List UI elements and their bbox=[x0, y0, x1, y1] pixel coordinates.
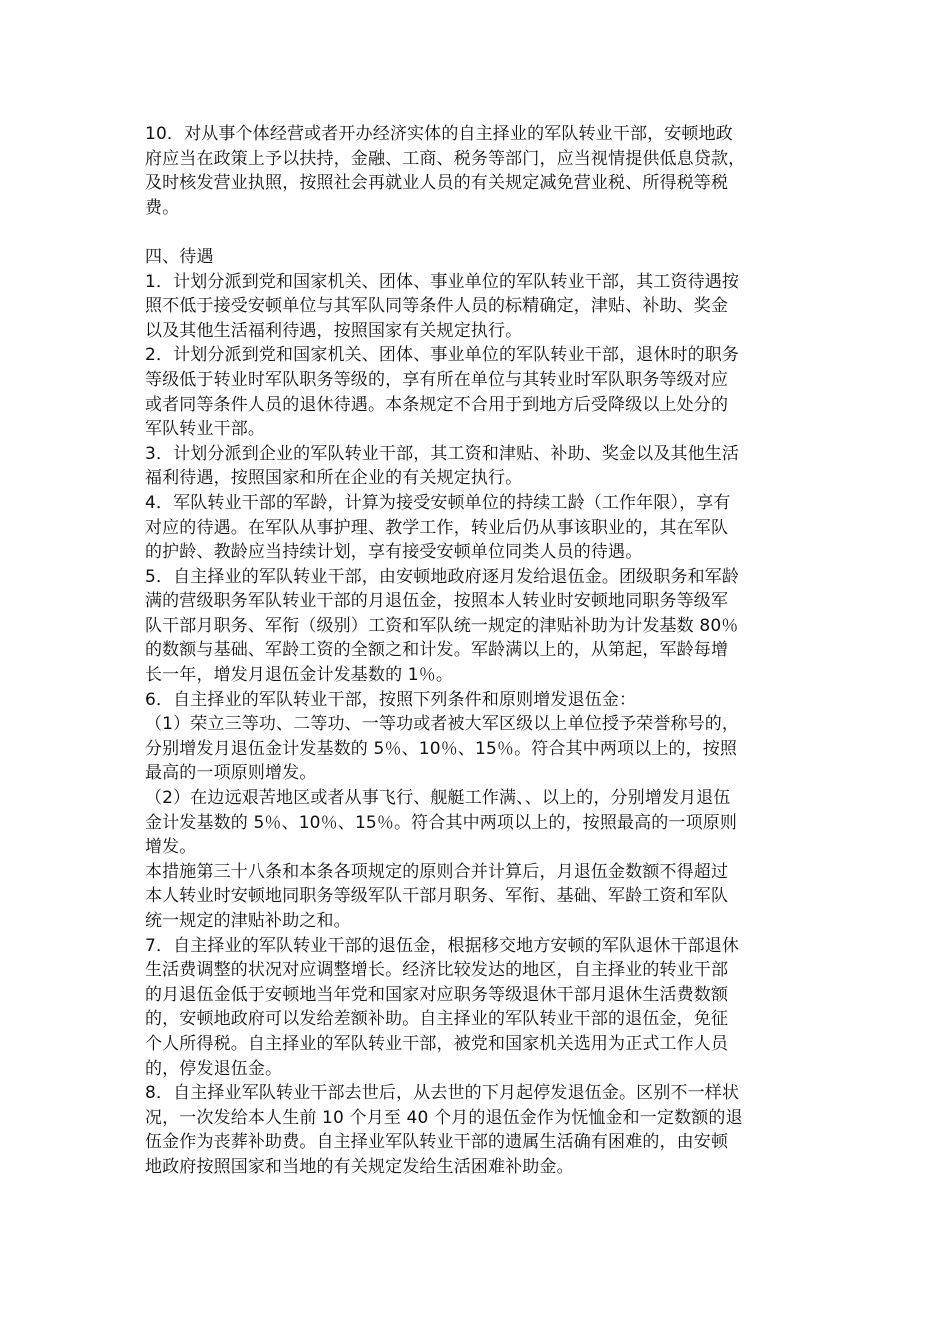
text-line: 生活费调整的状况对应调整增长。经济比较发达的地区，自主择业的转业干部 bbox=[145, 960, 729, 981]
text-line: 长一年，增发月退伍金计发基数的 1％。 bbox=[145, 665, 454, 686]
text-line: 对应的待遇。在军队从事护理、教学工作，转业后仍从事该职业的，其在军队 bbox=[145, 517, 729, 538]
section-heading-text: 四、待遇 bbox=[145, 246, 214, 267]
text-line: 满的营级职务军队转业干部的月退伍金，按照本人转业时安顿地同职务等级军 bbox=[145, 591, 729, 612]
text-line: 个人所得税。自主择业的军队转业干部，被党和国家机关选用为正式工作人员 bbox=[145, 1033, 729, 1054]
text-line: 照不低于接受安顿单位与其军队同等条件人员的标精确定，津贴、补助、奖金 bbox=[145, 296, 729, 317]
item-6-summary bbox=[145, 860, 810, 934]
text-line: 本人转业时安顿地同职务等级军队干部月职务、军衔、基础、军龄工资和军队 bbox=[145, 886, 729, 907]
text-line: 1．计划分派到党和国家机关、团体、事业单位的军队转业干部，其工资待遇按 bbox=[145, 271, 740, 292]
text-line: 的护龄、教龄应当持续计划，享有接受安顿单位同类人员的待遇。 bbox=[145, 542, 643, 563]
text-line: 府应当在政策上予以扶持，金融、工商、税务等部门，应当视情提供低息贷款， bbox=[145, 148, 746, 169]
text-line: 的，停发退伍金。 bbox=[145, 1058, 283, 1079]
text-line: 3．计划分派到企业的军队转业干部，其工资和津贴、补助、奖金以及其他生活 bbox=[145, 443, 740, 464]
item-5 bbox=[145, 565, 810, 688]
text-line: 地政府按照国家和当地的有关规定发给生活困难补助金。 bbox=[145, 1156, 574, 1177]
text-line: 统一规定的津贴补助之和。 bbox=[145, 911, 351, 931]
text-line: 的数额与基础、军龄工资的全额之和计发。军龄满以上的，从第起，军龄每增 bbox=[145, 640, 729, 661]
text-line: 的，安顿地政府可以发给差额补助。自主择业的军队转业干部的退伍金，免征 bbox=[145, 1009, 729, 1030]
text-line: 军队转业干部。 bbox=[145, 419, 266, 440]
text-line: 增发。 bbox=[145, 837, 197, 858]
text-line: 伍金作为丧葬补助费。自主择业军队转业干部的遗属生活确有困难的，由安顿 bbox=[145, 1132, 729, 1153]
section-heading bbox=[145, 245, 810, 270]
blank-line bbox=[145, 220, 810, 245]
text-line: 费。 bbox=[145, 197, 180, 218]
item-6-sub-2 bbox=[145, 786, 810, 860]
text-line: 4．军队转业干部的军龄，计算为接受安顿单位的持续工龄（工作年限），享有 bbox=[145, 492, 731, 513]
text-line: 10．对从事个体经营或者开办经济实体的自主择业的军队转业干部，安顿地政 bbox=[145, 124, 733, 144]
item-4 bbox=[145, 491, 810, 565]
text-line: （1）荣立三等功、二等功、一等功或者被大军区级以上单位授予荣誉称号的， bbox=[145, 714, 740, 735]
text-line: 金计发基数的 5％、10％、15％。符合其中两项以上的，按照最高的一项原则 bbox=[145, 812, 738, 833]
text-line: 7．自主择业的军队转业干部的退伍金，根据移交地方安顿的军队退休干部退休 bbox=[145, 935, 740, 956]
text-line: 5．自主择业的军队转业干部，由安顿地政府逐月发给退伍金。团级职务和军龄 bbox=[145, 566, 740, 587]
text-line: 2．计划分派到党和国家机关、团体、事业单位的军队转业干部，退休时的职务 bbox=[145, 345, 740, 366]
document-page bbox=[145, 122, 810, 1180]
text-line: 况，一次发给本人生前 10 个月至 40 个月的退伍金作为怃恤金和一定数额的退 bbox=[145, 1107, 743, 1128]
text-line: 的月退伍金低于安顿地当年党和国家对应职务等级退休干部月退休生活费数额 bbox=[145, 984, 729, 1005]
text-line: 分别增发月退伍金计发基数的 5％、10％、15％。符合其中两项以上的，按照 bbox=[145, 738, 738, 759]
item-3 bbox=[145, 442, 810, 491]
text-line: 8．自主择业军队转业干部去世后，从去世的下月起停发退伍金。区别不一样状 bbox=[145, 1083, 740, 1104]
item-1 bbox=[145, 270, 810, 344]
text-line: 6．自主择业的军队转业干部，按照下列条件和原则增发退伍金： bbox=[145, 689, 637, 710]
text-line: 及时核发营业执照，按照社会再就业人员的有关规定减免营业税、所得税等税 bbox=[145, 173, 729, 194]
text-line: 以及其他生活福利待遇，按照国家有关规定执行。 bbox=[145, 320, 523, 341]
item-2 bbox=[145, 343, 810, 441]
text-line: 福利待遇，按照国家和所在企业的有关规定执行。 bbox=[145, 468, 523, 489]
text-line: （2）在边远艰苦地区或者从事飞行、舰艇工作满、、以上的，分别增发月退伍 bbox=[145, 788, 731, 809]
item-8 bbox=[145, 1081, 810, 1179]
item-7 bbox=[145, 934, 810, 1082]
item-6 bbox=[145, 688, 810, 713]
paragraph-10 bbox=[145, 122, 810, 220]
text-line: 或者同等条件人员的退休待遇。本条规定不合用于到地方后受降级以上处分的 bbox=[145, 394, 729, 415]
item-6-sub-1 bbox=[145, 712, 810, 786]
text-line: 本措施第三十八条和本条各项规定的原则合并计算后，月退伍金数额不得超过 bbox=[145, 861, 729, 882]
text-line: 等级低于转业时军队职务等级的，享有所在单位与其转业时军队职务等级对应 bbox=[145, 369, 729, 390]
text-line: 队干部月职务、军衔（级别）工资和军队统一规定的津贴补助为计发基数 80％ bbox=[145, 615, 739, 636]
text-line: 最高的一项原则增发。 bbox=[145, 763, 317, 784]
